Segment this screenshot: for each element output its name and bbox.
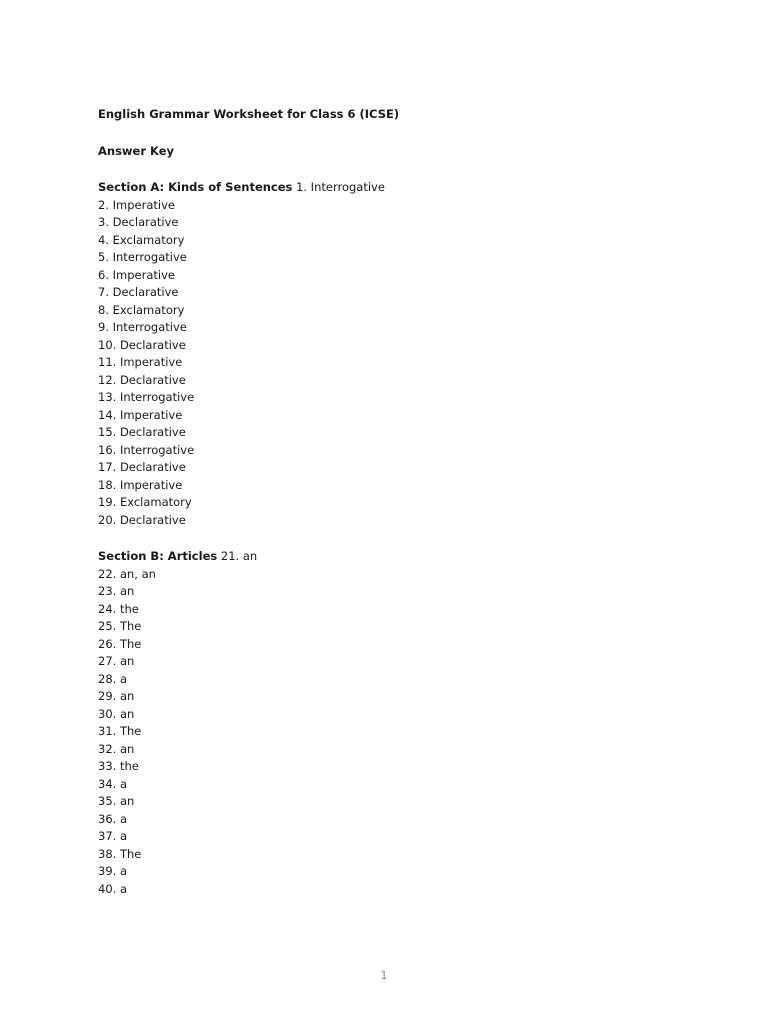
section-b-heading: Section B: Articles xyxy=(98,549,218,563)
section-a-heading: Section A: Kinds of Sentences xyxy=(98,180,293,194)
answer-item: 29. an xyxy=(98,689,135,703)
answer-item: 38. The xyxy=(98,846,142,861)
answer-item: 39. a xyxy=(98,864,127,878)
answer-item: 11. Imperative xyxy=(98,355,183,369)
answer-item: 3. Declarative xyxy=(98,215,179,229)
section-b xyxy=(98,548,698,898)
answer-item: 30. an xyxy=(98,706,135,721)
section-a xyxy=(98,179,698,529)
answer-item: 37. a xyxy=(98,829,127,843)
answer-key-heading: Answer Key xyxy=(98,143,175,158)
answer-item: 31. The xyxy=(98,724,142,738)
answer-item: 26. The xyxy=(98,636,142,651)
answer-item: 10. Declarative xyxy=(98,337,186,352)
answer-item: 2. Imperative xyxy=(98,197,175,212)
answer-item: 7. Declarative xyxy=(98,285,179,299)
answer-item: 36. a xyxy=(98,811,127,826)
answer-item: 16. Interrogative xyxy=(98,442,195,457)
answer-item: 4. Exclamatory xyxy=(98,232,185,247)
answer-item: 15. Declarative xyxy=(98,425,186,439)
answer-item: 14. Imperative xyxy=(98,407,183,422)
answer-item: 24. the xyxy=(98,601,139,616)
page-number: 1 xyxy=(380,969,388,982)
answer-item: 35. an xyxy=(98,794,135,808)
answer-item: 9. Interrogative xyxy=(98,320,187,334)
answer-item: 13. Interrogative xyxy=(98,390,195,404)
answer-item: 19. Exclamatory xyxy=(98,495,192,509)
answer-item: 8. Exclamatory xyxy=(98,302,185,317)
section-b-answer-list xyxy=(98,566,698,899)
answer-item: 28. a xyxy=(98,671,127,686)
answer-item: 27. an xyxy=(98,654,135,668)
answer-item: 23. an xyxy=(98,584,135,598)
answer-item: 25. The xyxy=(98,619,142,633)
section-a-answer-list xyxy=(98,197,698,530)
spacer xyxy=(98,160,698,179)
answer-item: 40. a xyxy=(98,881,127,896)
answer-item: 18. Imperative xyxy=(98,477,183,492)
section-heading-line xyxy=(98,548,698,566)
section-heading-line xyxy=(98,179,698,197)
spacer xyxy=(98,529,698,548)
document-page xyxy=(98,106,698,898)
answer-item: 20. Declarative xyxy=(98,512,186,527)
section-a-first-answer: 1. Interrogative xyxy=(296,180,385,194)
answer-item: 34. a xyxy=(98,776,127,791)
spacer xyxy=(98,124,698,143)
answer-item: 5. Interrogative xyxy=(98,250,187,264)
answer-item: 22. an, an xyxy=(98,566,156,581)
section-b-first-answer: 21. an xyxy=(220,549,258,563)
answer-item: 17. Declarative xyxy=(98,460,186,474)
answer-item: 33. the xyxy=(98,759,139,773)
answer-item: 32. an xyxy=(98,741,135,756)
document-title: English Grammar Worksheet for Class 6 (ICSE) xyxy=(98,107,400,121)
answer-item: 12. Declarative xyxy=(98,372,186,387)
answer-item: 6. Imperative xyxy=(98,267,175,282)
